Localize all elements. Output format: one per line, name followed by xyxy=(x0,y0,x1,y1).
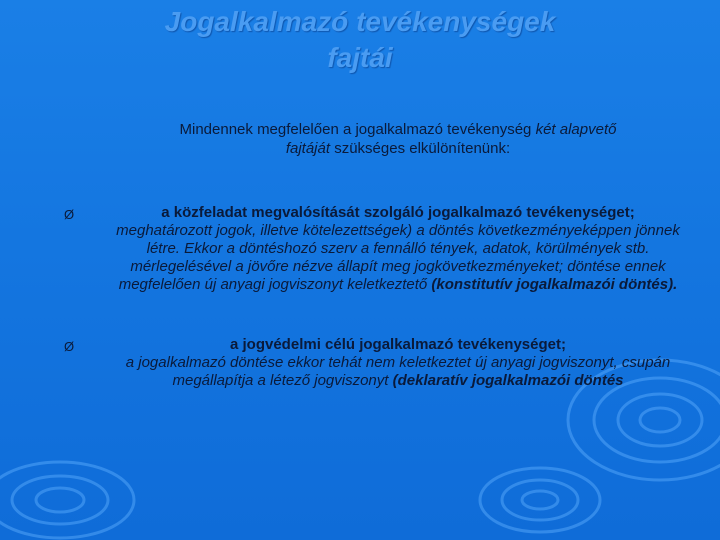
bullet-1-body: meghatározott jogok, illetve kötelezettségek) a döntés következményeképpen jönnek létre. Ekkor a döntéshozó szerv a fennálló tények, adatok, körülmények stb. mérlegelésével a jövőre nézve állapít meg jogkövetkezményeket; döntése ennek megfelelően új anyagi jogviszonyt keletkeztető xyxy=(116,222,680,293)
bullet-1-emphasis: (konstitutív jogalkalmazói döntés). xyxy=(431,276,678,293)
slide-title xyxy=(0,4,720,76)
bullet-2-body: a jogalkalmazó döntése ekkor tehát nem keletkeztet új anyagi jogviszonyt, csupán megállapítja a létező jogviszonyt xyxy=(125,354,671,389)
bullet-item-1 xyxy=(100,204,696,294)
intro-text-before: Mindennek megfelelően a jogalkalmazó tevékenység xyxy=(179,121,536,138)
bullet-2-emphasis: (deklaratív jogalkalmazói döntés xyxy=(392,372,624,389)
bullet-arrow-icon: Ø xyxy=(64,207,75,222)
bullet-item-2 xyxy=(100,336,696,390)
intro-paragraph xyxy=(118,120,678,158)
bullet-2-lead: a jogvédelmi célú jogalkalmazó tevékenységet; xyxy=(230,336,566,353)
intro-emphasis-2: fajtáját xyxy=(285,140,331,157)
intro-text-after: szükséges elkülönítenünk: xyxy=(330,140,511,157)
intro-emphasis-1: két alapvető xyxy=(535,121,617,138)
bullet-arrow-icon: Ø xyxy=(64,339,75,354)
slide-title-line1: Jogalkalmazó tevékenységek xyxy=(164,6,556,37)
slide-title-line2: fajtái xyxy=(327,42,393,73)
bullet-1-lead: a közfeladat megvalósítását szolgáló jogalkalmazó tevékenységet; xyxy=(161,204,635,221)
